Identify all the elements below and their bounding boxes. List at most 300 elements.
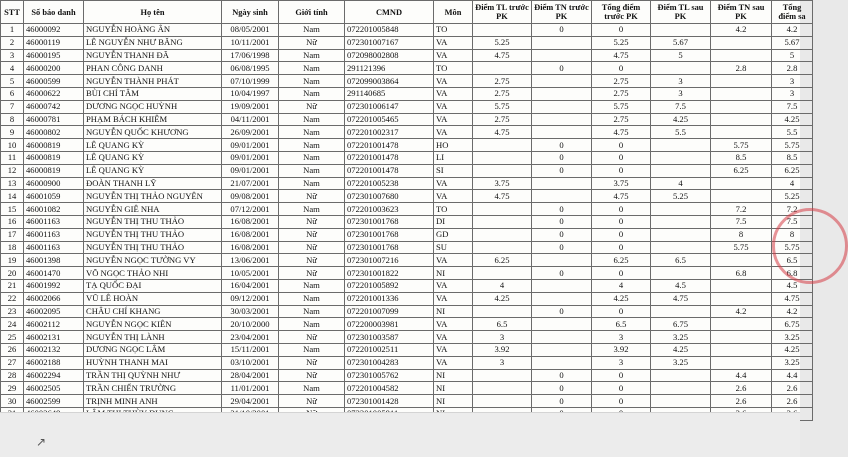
- cell-tl-before: [473, 164, 532, 177]
- cell-tn-before: [532, 36, 592, 49]
- header-total-after: Tổng điểm sa: [772, 1, 813, 24]
- cell-total-after: 6.75: [772, 318, 813, 331]
- table-row: [1, 279, 813, 292]
- cell-total-after: 4.4: [772, 369, 813, 382]
- cell-tl-after: 3: [651, 75, 711, 88]
- cell-total-before: 0: [592, 228, 651, 241]
- cell-gender: Nữ: [279, 254, 345, 267]
- cell-sbd: 46000802: [24, 126, 84, 139]
- table-row: [1, 113, 813, 126]
- cell-stt: 7: [1, 100, 24, 113]
- cell-name: DƯƠNG NGỌC HUỲNH: [84, 100, 222, 113]
- cell-tl-before: 4.75: [473, 126, 532, 139]
- cell-gender: Nam: [279, 151, 345, 164]
- cell-stt: 17: [1, 228, 24, 241]
- cell-tn-before: [532, 190, 592, 203]
- table-row: [1, 228, 813, 241]
- cell-dob: 23/04/2001: [222, 331, 279, 344]
- cell-total-before: 2.75: [592, 87, 651, 100]
- cell-tl-before: [473, 24, 532, 37]
- cell-tl-before: [473, 395, 532, 408]
- cell-subject: VA: [434, 279, 473, 292]
- cell-subject: TO: [434, 203, 473, 216]
- cell-total-after: 4.2: [772, 305, 813, 318]
- cell-id: 072201001336: [345, 292, 434, 305]
- cell-total-after: 5.25: [772, 190, 813, 203]
- cell-total-before: 0: [592, 305, 651, 318]
- cell-sbd: 46001398: [24, 254, 84, 267]
- cell-tl-after: [651, 24, 711, 37]
- cell-tl-after: 5: [651, 49, 711, 62]
- table-row: [1, 151, 813, 164]
- cell-total-before: 5.25: [592, 36, 651, 49]
- cell-tn-after: [711, 36, 772, 49]
- cell-total-before: 0: [592, 139, 651, 152]
- cell-total-after: 6.25: [772, 164, 813, 177]
- cell-total-after: 7.2: [772, 203, 813, 216]
- cell-subject: NI: [434, 305, 473, 318]
- cell-sbd: 46000742: [24, 100, 84, 113]
- cell-tn-after: [711, 356, 772, 369]
- cell-stt: 4: [1, 62, 24, 75]
- cell-tn-before: 0: [532, 62, 592, 75]
- cell-tn-before: [532, 49, 592, 62]
- cell-id: 072301007216: [345, 254, 434, 267]
- cell-sbd: 46002095: [24, 305, 84, 318]
- cell-subject: VA: [434, 36, 473, 49]
- cell-total-after: 4.5: [772, 279, 813, 292]
- cell-tl-before: [473, 382, 532, 395]
- cell-name: NGUYỄN THỊ THU THẢO: [84, 241, 222, 254]
- cell-id: 072201001478: [345, 151, 434, 164]
- cell-tn-before: 0: [532, 24, 592, 37]
- cell-sbd: 46000622: [24, 87, 84, 100]
- cell-dob: 16/04/2001: [222, 279, 279, 292]
- header-dob: Ngày sinh: [222, 1, 279, 24]
- cell-dob: 09/12/2001: [222, 292, 279, 305]
- cell-tl-before: 2.75: [473, 87, 532, 100]
- cell-stt: 18: [1, 241, 24, 254]
- cell-id: 072201002317: [345, 126, 434, 139]
- cell-tn-before: 0: [532, 203, 592, 216]
- cell-tn-after: 7.2: [711, 203, 772, 216]
- cell-gender: Nam: [279, 24, 345, 37]
- cell-tl-after: 5.67: [651, 36, 711, 49]
- cell-name: NGUYỄN NGỌC KIÊN: [84, 318, 222, 331]
- cell-subject: VA: [434, 318, 473, 331]
- cell-id: 072201005848: [345, 24, 434, 37]
- cell-stt: 14: [1, 190, 24, 203]
- cell-total-before: 3: [592, 356, 651, 369]
- cell-name: HUỲNH THANH MAI: [84, 356, 222, 369]
- table-row: [1, 24, 813, 37]
- cell-name: LÊ QUANG KỲ: [84, 151, 222, 164]
- cell-tl-before: 6.5: [473, 318, 532, 331]
- cell-stt: 16: [1, 215, 24, 228]
- table-row: [1, 267, 813, 280]
- cell-tl-before: 2.75: [473, 113, 532, 126]
- cell-tl-after: [651, 151, 711, 164]
- cell-tn-after: 6.25: [711, 164, 772, 177]
- cell-tl-after: 7.5: [651, 100, 711, 113]
- cell-sbd: 46002112: [24, 318, 84, 331]
- cell-id: 072301001768: [345, 241, 434, 254]
- cell-tn-after: 2.6: [711, 395, 772, 408]
- cell-total-before: 0: [592, 62, 651, 75]
- cell-dob: 09/01/2001: [222, 164, 279, 177]
- cell-sbd: 46000781: [24, 113, 84, 126]
- cell-id: 072200003981: [345, 318, 434, 331]
- cell-total-after: 5.67: [772, 36, 813, 49]
- cell-tn-after: 8: [711, 228, 772, 241]
- cell-tn-after: [711, 113, 772, 126]
- cell-name: NGUYỄN NGỌC TƯỜNG VY: [84, 254, 222, 267]
- cell-tl-after: [651, 228, 711, 241]
- cell-stt: 24: [1, 318, 24, 331]
- cell-gender: Nữ: [279, 190, 345, 203]
- cell-sbd: 46000200: [24, 62, 84, 75]
- cell-tl-before: [473, 267, 532, 280]
- cell-tl-before: [473, 62, 532, 75]
- header-tl-before: Điểm TL trước PK: [473, 1, 532, 24]
- cell-tn-after: [711, 279, 772, 292]
- cell-name: BÙI CHÍ TÂM: [84, 87, 222, 100]
- cell-tl-before: [473, 228, 532, 241]
- cell-id: 072301004283: [345, 356, 434, 369]
- cell-dob: 16/08/2001: [222, 215, 279, 228]
- cell-id: 072201001478: [345, 139, 434, 152]
- cell-subject: TO: [434, 24, 473, 37]
- cell-total-before: 4.25: [592, 292, 651, 305]
- cell-total-after: 6.8: [772, 267, 813, 280]
- cell-tn-before: [532, 100, 592, 113]
- table-row: [1, 87, 813, 100]
- cell-tn-before: [532, 177, 592, 190]
- table-row: [1, 126, 813, 139]
- cell-tn-before: [532, 331, 592, 344]
- cell-id: 072301007680: [345, 190, 434, 203]
- cell-tn-after: 2.6: [711, 382, 772, 395]
- cell-id: 072099003864: [345, 75, 434, 88]
- cell-tl-after: 4.75: [651, 292, 711, 305]
- cell-subject: VA: [434, 356, 473, 369]
- table-row: [1, 369, 813, 382]
- cell-dob: 03/10/2001: [222, 356, 279, 369]
- header-tn-before: Điểm TN trước PK: [532, 1, 592, 24]
- cell-dob: 10/05/2001: [222, 267, 279, 280]
- cell-id: 072201005238: [345, 177, 434, 190]
- header-name: Họ tên: [84, 1, 222, 24]
- table-row: [1, 164, 813, 177]
- cell-dob: 28/04/2001: [222, 369, 279, 382]
- header-sbd: Số báo danh: [24, 1, 84, 24]
- cell-tl-after: 3.25: [651, 356, 711, 369]
- cell-dob: 07/10/1999: [222, 75, 279, 88]
- cell-id: 072301001768: [345, 215, 434, 228]
- cell-total-after: 4: [772, 177, 813, 190]
- viewer-footer: [0, 412, 800, 457]
- cell-subject: VA: [434, 75, 473, 88]
- cell-sbd: 46000819: [24, 139, 84, 152]
- cell-name: NGUYỄN THÀNH PHÁT: [84, 75, 222, 88]
- cell-gender: Nữ: [279, 369, 345, 382]
- cell-dob: 29/04/2001: [222, 395, 279, 408]
- cell-id: 072301006147: [345, 100, 434, 113]
- cell-sbd: 46002599: [24, 395, 84, 408]
- cell-gender: Nam: [279, 305, 345, 318]
- cell-name: TRỊNH MINH ANH: [84, 395, 222, 408]
- cell-sbd: 46000819: [24, 164, 84, 177]
- cell-total-after: 5.5: [772, 126, 813, 139]
- cell-tl-after: 4.25: [651, 343, 711, 356]
- cell-tl-after: 4.25: [651, 113, 711, 126]
- cell-tn-before: [532, 254, 592, 267]
- cell-tn-after: 4.2: [711, 24, 772, 37]
- cell-dob: 30/03/2001: [222, 305, 279, 318]
- cell-sbd: 46002132: [24, 343, 84, 356]
- cell-tn-before: [532, 343, 592, 356]
- table-row: [1, 331, 813, 344]
- cell-tn-after: [711, 100, 772, 113]
- cell-total-after: 3: [772, 87, 813, 100]
- cell-dob: 09/01/2001: [222, 151, 279, 164]
- cell-id: 072201005465: [345, 113, 434, 126]
- header-stt: STT: [1, 1, 24, 24]
- cell-tl-before: 4.75: [473, 49, 532, 62]
- header-gender: Giới tính: [279, 1, 345, 24]
- cell-tl-after: [651, 139, 711, 152]
- cell-total-before: 2.75: [592, 75, 651, 88]
- table-row: [1, 177, 813, 190]
- cell-sbd: 46000092: [24, 24, 84, 37]
- cell-stt: 1: [1, 24, 24, 37]
- cell-sbd: 46001163: [24, 241, 84, 254]
- cell-total-after: 3.25: [772, 331, 813, 344]
- cell-gender: Nữ: [279, 356, 345, 369]
- cell-stt: 12: [1, 164, 24, 177]
- cell-tn-before: [532, 113, 592, 126]
- cell-gender: Nam: [279, 177, 345, 190]
- cell-tn-after: [711, 126, 772, 139]
- cell-id: 072201005892: [345, 279, 434, 292]
- cell-total-before: 5.75: [592, 100, 651, 113]
- cell-dob: 08/05/2001: [222, 24, 279, 37]
- cell-total-after: 2.8: [772, 62, 813, 75]
- cell-gender: Nữ: [279, 100, 345, 113]
- cell-subject: HO: [434, 139, 473, 152]
- header-tn-after: Điểm TN sau PK: [711, 1, 772, 24]
- cell-tl-before: 4: [473, 279, 532, 292]
- cell-gender: Nam: [279, 139, 345, 152]
- cell-tl-after: 3: [651, 87, 711, 100]
- cell-total-before: 0: [592, 267, 651, 280]
- cell-tn-after: 5.75: [711, 139, 772, 152]
- cell-tn-before: 0: [532, 369, 592, 382]
- cell-dob: 21/07/2001: [222, 177, 279, 190]
- cell-tl-after: [651, 241, 711, 254]
- cell-stt: 11: [1, 151, 24, 164]
- header-tl-after: Điểm TL sau PK: [651, 1, 711, 24]
- cell-total-before: 6.5: [592, 318, 651, 331]
- cell-stt: 22: [1, 292, 24, 305]
- cell-subject: VA: [434, 343, 473, 356]
- cell-name: DƯƠNG NGỌC LÂM: [84, 343, 222, 356]
- cell-id: 072301005762: [345, 369, 434, 382]
- red-seal-stamp: [772, 208, 848, 284]
- cell-subject: VA: [434, 113, 473, 126]
- cell-total-after: 4.25: [772, 343, 813, 356]
- cell-dob: 15/11/2001: [222, 343, 279, 356]
- cell-stt: 23: [1, 305, 24, 318]
- cell-tn-after: 5.75: [711, 241, 772, 254]
- cell-name: VÕ NGỌC THẢO NHI: [84, 267, 222, 280]
- cell-total-before: 4.75: [592, 190, 651, 203]
- cell-name: ĐOÀN THANH LỸ: [84, 177, 222, 190]
- cell-stt: 21: [1, 279, 24, 292]
- cell-tn-before: [532, 87, 592, 100]
- cell-stt: 15: [1, 203, 24, 216]
- cell-tl-before: 6.25: [473, 254, 532, 267]
- cell-stt: 13: [1, 177, 24, 190]
- cell-tn-after: [711, 254, 772, 267]
- cell-tn-before: [532, 75, 592, 88]
- cell-total-before: 3.75: [592, 177, 651, 190]
- cell-tn-before: [532, 279, 592, 292]
- cell-tn-after: [711, 331, 772, 344]
- table-row: [1, 292, 813, 305]
- cell-dob: 19/09/2001: [222, 100, 279, 113]
- cell-tn-before: 0: [532, 267, 592, 280]
- cell-dob: 17/06/1998: [222, 49, 279, 62]
- cell-gender: Nam: [279, 87, 345, 100]
- cell-tn-before: 0: [532, 139, 592, 152]
- header-total-before: Tổng điểm trước PK: [592, 1, 651, 24]
- cell-tl-before: 4.75: [473, 190, 532, 203]
- cell-gender: Nam: [279, 62, 345, 75]
- cell-total-before: 3.92: [592, 343, 651, 356]
- cell-tn-after: [711, 177, 772, 190]
- cell-total-after: 5.75: [772, 139, 813, 152]
- cell-name: NGUYỄN QUỐC KHƯƠNG: [84, 126, 222, 139]
- cell-tn-after: [711, 292, 772, 305]
- cell-tl-after: 6.5: [651, 254, 711, 267]
- cell-tl-after: 5.25: [651, 190, 711, 203]
- cell-id: 072301001768: [345, 228, 434, 241]
- cell-stt: 20: [1, 267, 24, 280]
- cell-gender: Nam: [279, 318, 345, 331]
- cell-subject: VA: [434, 100, 473, 113]
- cell-subject: VA: [434, 49, 473, 62]
- cell-total-before: 0: [592, 24, 651, 37]
- cell-total-after: 5.75: [772, 241, 813, 254]
- cell-tl-before: 5.25: [473, 36, 532, 49]
- cell-tn-before: 0: [532, 228, 592, 241]
- cell-total-before: 2.75: [592, 113, 651, 126]
- cell-id: 072201002511: [345, 343, 434, 356]
- cell-dob: 16/08/2001: [222, 241, 279, 254]
- cell-total-before: 0: [592, 215, 651, 228]
- cell-total-after: 7.5: [772, 215, 813, 228]
- cell-tn-before: [532, 126, 592, 139]
- cell-tl-before: [473, 241, 532, 254]
- cell-tn-after: [711, 49, 772, 62]
- cell-tl-after: [651, 305, 711, 318]
- header-id: CMND: [345, 1, 434, 24]
- cell-id: 072201003623: [345, 203, 434, 216]
- cell-dob: 11/01/2001: [222, 382, 279, 395]
- cell-stt: 28: [1, 369, 24, 382]
- cell-subject: VA: [434, 177, 473, 190]
- cell-gender: Nam: [279, 203, 345, 216]
- cell-id: 072301001822: [345, 267, 434, 280]
- cell-name: NGUYỄN THỊ THẢO NGUYÊN: [84, 190, 222, 203]
- cell-tn-after: 8.5: [711, 151, 772, 164]
- cell-name: TRẦN CHIẾN TRƯỜNG: [84, 382, 222, 395]
- cell-sbd: 46002505: [24, 382, 84, 395]
- cell-dob: 26/09/2001: [222, 126, 279, 139]
- cell-name: PHẠM BÁCH KHIÊM: [84, 113, 222, 126]
- cell-tl-before: 3: [473, 331, 532, 344]
- cell-tl-before: [473, 305, 532, 318]
- cell-subject: TO: [434, 62, 473, 75]
- cell-subject: NI: [434, 382, 473, 395]
- table-row: [1, 395, 813, 408]
- cell-stt: 27: [1, 356, 24, 369]
- cell-tl-after: [651, 369, 711, 382]
- cell-id: 291121396: [345, 62, 434, 75]
- cell-dob: 07/12/2001: [222, 203, 279, 216]
- cell-tn-after: 7.5: [711, 215, 772, 228]
- cell-total-before: 0: [592, 164, 651, 177]
- cell-tn-after: [711, 190, 772, 203]
- cell-stt: 3: [1, 49, 24, 62]
- cell-tn-after: 6.8: [711, 267, 772, 280]
- cell-tn-before: [532, 318, 592, 331]
- cell-tn-before: 0: [532, 151, 592, 164]
- cell-name: LÊ QUANG KỲ: [84, 164, 222, 177]
- cell-tl-after: 4: [651, 177, 711, 190]
- cell-name: PHAN CÔNG DANH: [84, 62, 222, 75]
- cell-tl-after: [651, 164, 711, 177]
- header-row: [1, 1, 813, 24]
- cell-tl-before: 4.25: [473, 292, 532, 305]
- cell-sbd: 46000599: [24, 75, 84, 88]
- external-link-icon[interactable]: ↗: [35, 435, 47, 449]
- table-body: [1, 24, 813, 421]
- cell-total-after: 4.75: [772, 292, 813, 305]
- cell-name: CHÂU CHÍ KHANG: [84, 305, 222, 318]
- cell-gender: Nam: [279, 113, 345, 126]
- cell-name: NGUYỄN THỊ THU THẢO: [84, 215, 222, 228]
- cell-subject: SI: [434, 164, 473, 177]
- cell-name: NGUYỄN THỊ LÀNH: [84, 331, 222, 344]
- cell-tn-before: 0: [532, 395, 592, 408]
- cell-dob: 16/08/2001: [222, 228, 279, 241]
- cell-dob: 09/01/2001: [222, 139, 279, 152]
- cell-total-before: 4.75: [592, 126, 651, 139]
- cell-sbd: 46001059: [24, 190, 84, 203]
- cell-name: NGUYỄN THỊ THU THẢO: [84, 228, 222, 241]
- cell-tl-after: 4.5: [651, 279, 711, 292]
- cell-tl-before: 2.75: [473, 75, 532, 88]
- cell-tl-after: 3.25: [651, 331, 711, 344]
- cell-id: 072201007099: [345, 305, 434, 318]
- cell-total-before: 4: [592, 279, 651, 292]
- cell-total-after: 4.2: [772, 24, 813, 37]
- table-row: [1, 343, 813, 356]
- cell-total-after: 5: [772, 49, 813, 62]
- cell-total-before: 4.75: [592, 49, 651, 62]
